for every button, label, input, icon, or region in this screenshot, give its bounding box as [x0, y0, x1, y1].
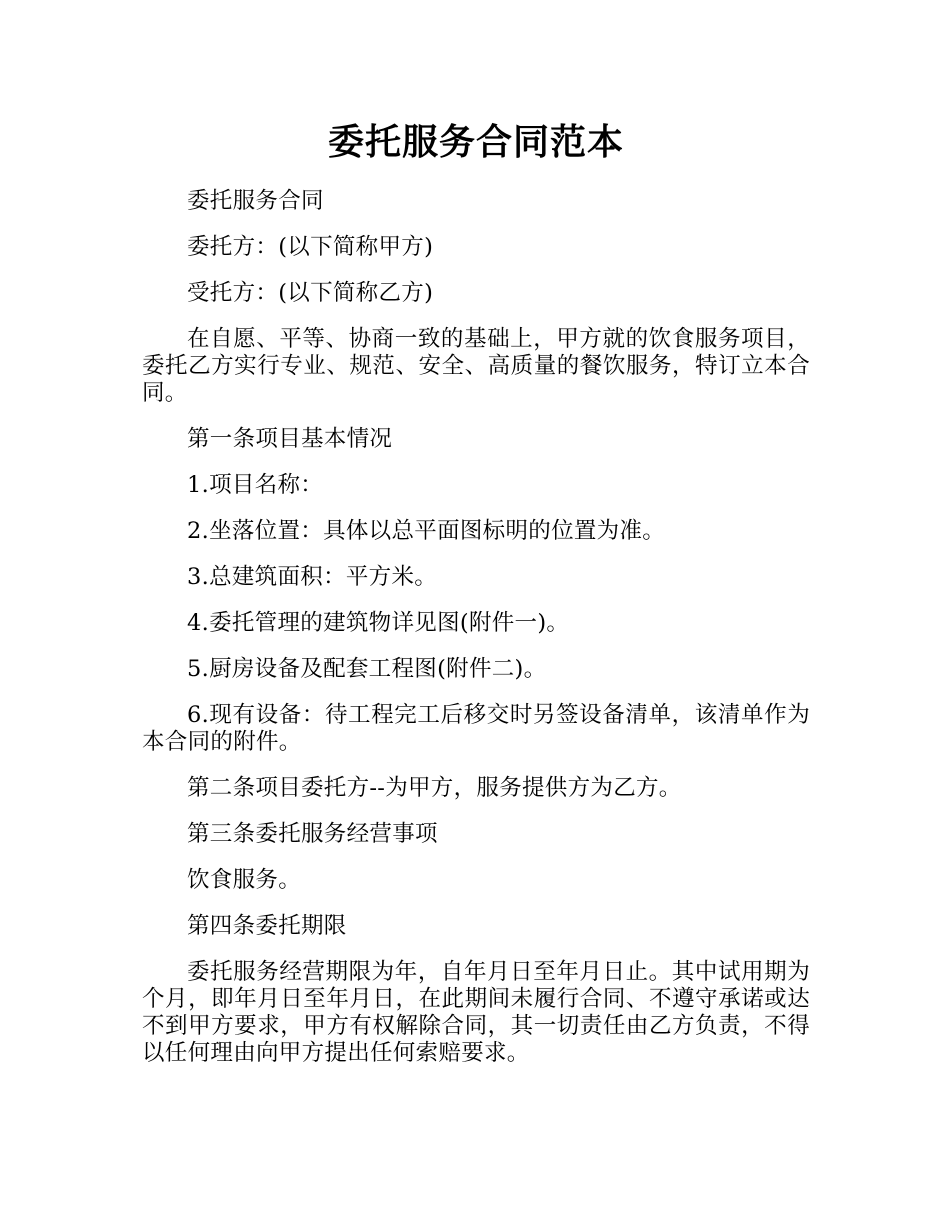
- paragraph-item-6: 6.现有设备：待工程完工后移交时另签设备清单，该清单作为本合同的附件。: [142, 702, 810, 755]
- paragraph-item-4: 4.委托管理的建筑物详见图(附件一)。: [187, 610, 570, 636]
- paragraph-contract-heading: 委托服务合同: [187, 188, 324, 214]
- paragraph-article-1-heading: 第一条项目基本情况: [187, 426, 393, 452]
- paragraph-preamble: 在自愿、平等、协商一致的基础上，甲方就的饮食服务项目，委托乙方实行专业、规范、安全、高质量的餐饮服务，特订立本合同。: [142, 326, 810, 406]
- paragraph-item-3: 3.总建筑面积：平方米。: [187, 564, 438, 590]
- paragraph-trustee: 受托方：(以下简称乙方): [187, 280, 434, 306]
- paragraph-article-3-body: 饮食服务。: [187, 867, 302, 893]
- paragraph-article-2: 第二条项目委托方--为甲方，服务提供方为乙方。: [187, 775, 682, 801]
- paragraph-article-3-heading: 第三条委托服务经营事项: [187, 821, 438, 847]
- paragraph-article-4-heading: 第四条委托期限: [187, 913, 347, 939]
- paragraph-article-4-body: 委托服务经营期限为年，自年月日至年月日止。其中试用期为个月，即年月日至年月日，在此期间未履行合同、不遵守承诺或达不到甲方要求，甲方有权解除合同，其一切责任由乙方负责，不得以任何理由向甲方提出任何索赔要求。: [142, 959, 810, 1066]
- paragraph-item-5: 5.厨房设备及配套工程图(附件二)。: [187, 656, 547, 682]
- paragraph-item-1: 1.项目名称：: [187, 472, 324, 498]
- document-title: 委托服务合同范本: [327, 122, 624, 163]
- paragraph-client: 委托方：(以下简称甲方): [187, 234, 434, 260]
- paragraph-item-2: 2.坐落位置：具体以总平面图标明的位置为准。: [187, 518, 666, 544]
